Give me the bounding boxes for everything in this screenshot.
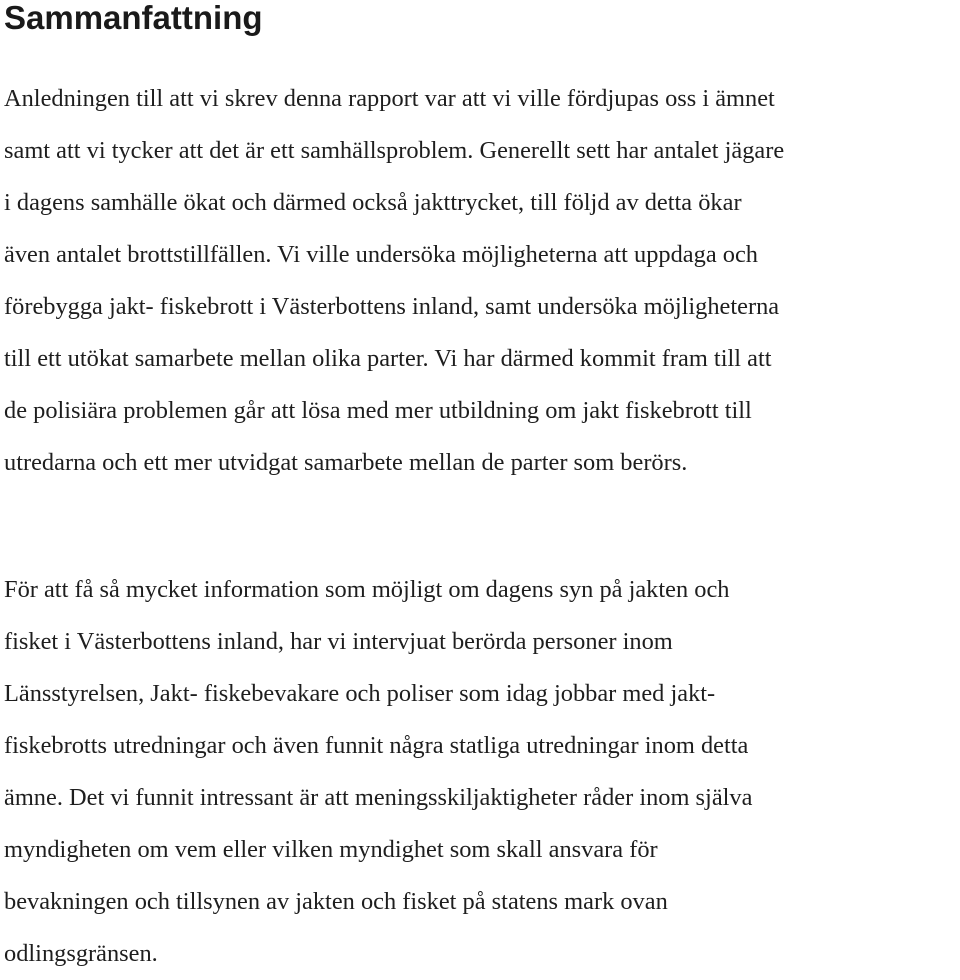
text-line: fisket i Västerbottens inland, har vi intervjuat berörda personer inom: [4, 628, 673, 655]
page-title: Sammanfattning: [4, 0, 263, 36]
text-line: För att få så mycket information som möjligt om dagens syn på jakten och: [4, 576, 730, 603]
text-line: Anledningen till att vi skrev denna rapport var att vi ville fördjupas oss i ämnet: [4, 85, 775, 112]
text-line: samt att vi tycker att det är ett samhällsproblem. Generellt sett har antalet jägare: [4, 137, 785, 164]
text-line: i dagens samhälle ökat och därmed också jakttrycket, till följd av detta ökar: [4, 189, 742, 216]
paragraph-method: [4, 564, 752, 980]
text-line: myndigheten om vem eller vilken myndighet som skall ansvara för: [4, 836, 658, 863]
text-line: till ett utökat samarbete mellan olika parter. Vi har därmed kommit fram till att: [4, 345, 772, 372]
text-line: fiskebrotts utredningar och även funnit några statliga utredningar inom detta: [4, 732, 749, 759]
text-line: odlingsgränsen.: [4, 940, 158, 967]
paragraph-intro: [4, 73, 784, 489]
text-line: bevakningen och tillsynen av jakten och fisket på statens mark ovan: [4, 888, 668, 915]
text-line: även antalet brottstillfällen. Vi ville undersöka möjligheterna att uppdaga och: [4, 241, 758, 268]
text-line: Länsstyrelsen, Jakt- fiskebevakare och poliser som idag jobbar med jakt-: [4, 680, 716, 707]
text-line: de polisiära problemen går att lösa med mer utbildning om jakt fiskebrott till: [4, 397, 752, 424]
text-line: ämne. Det vi funnit intressant är att meningsskiljaktigheter råder inom själva: [4, 784, 753, 811]
text-line: förebygga jakt- fiskebrott i Västerbottens inland, samt undersöka möjligheterna: [4, 293, 780, 320]
text-line: utredarna och ett mer utvidgat samarbete mellan de parter som berörs.: [4, 449, 688, 476]
